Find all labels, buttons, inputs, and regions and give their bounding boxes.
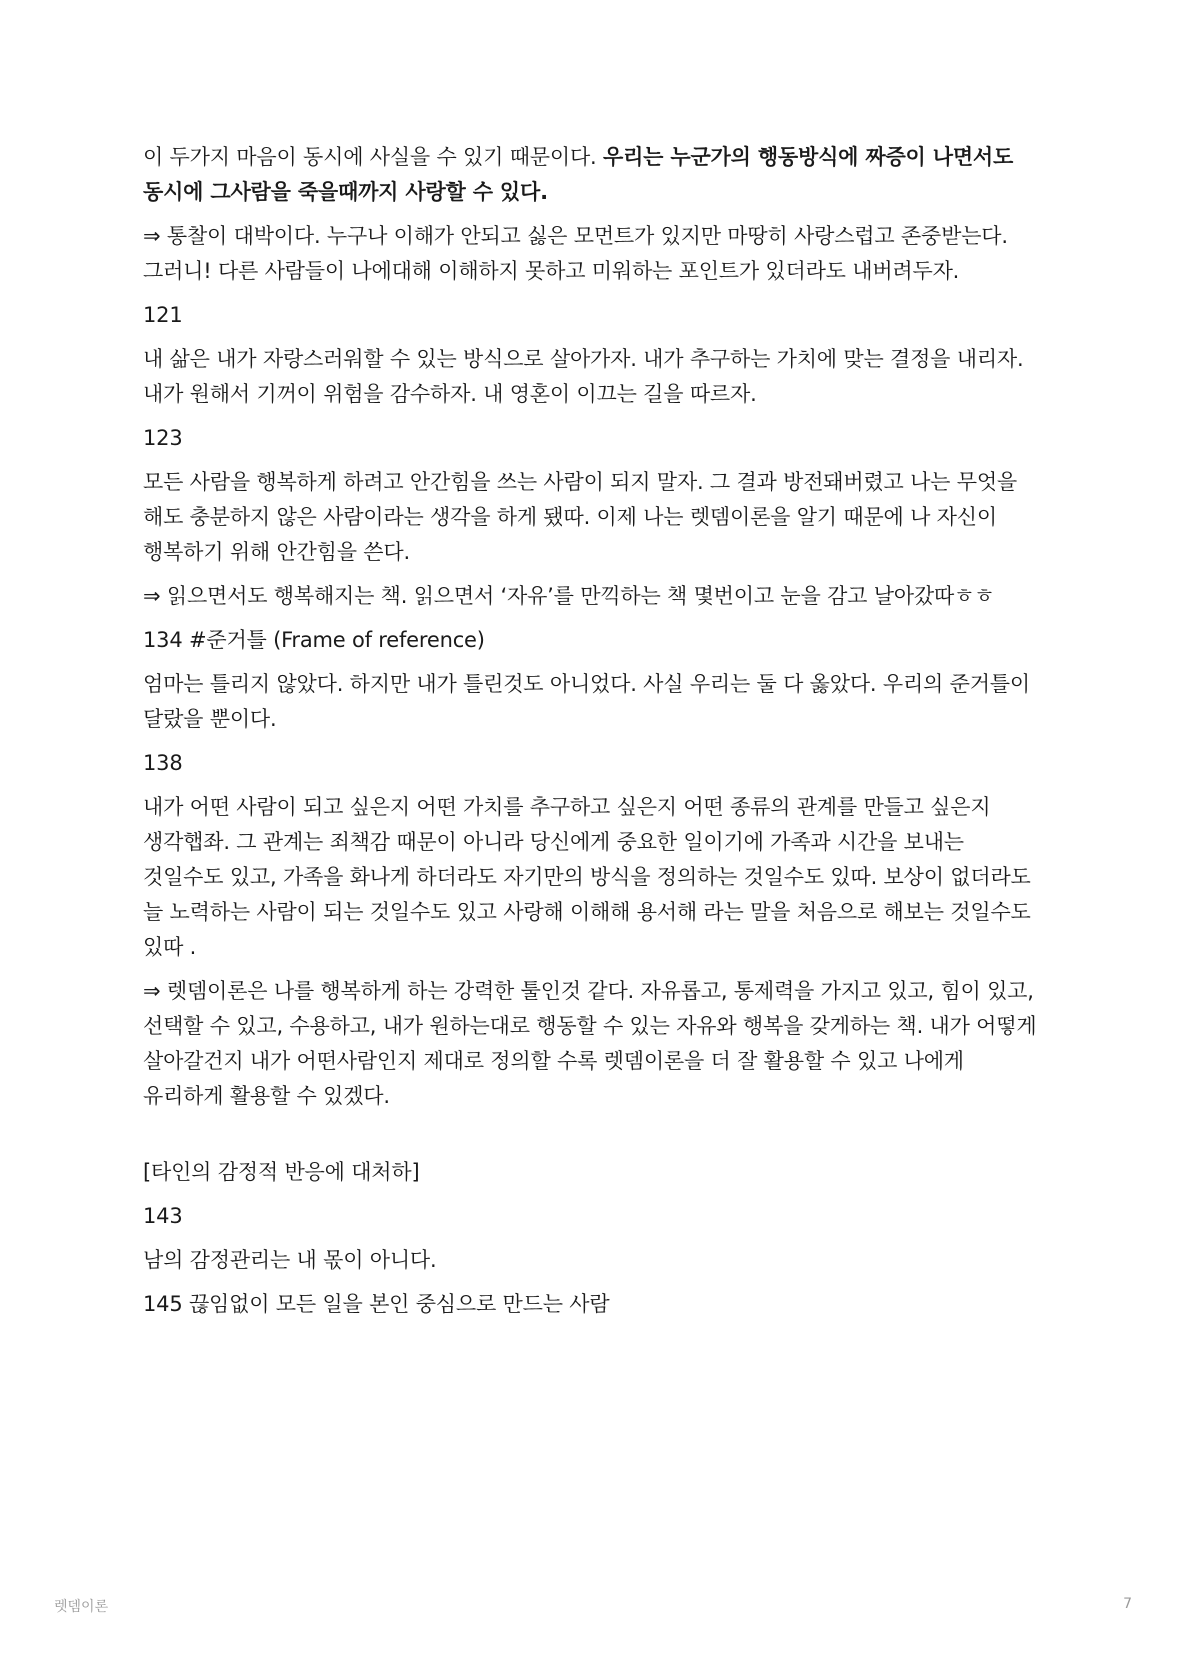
section-heading: [타인의 감정적 반응에 대처하] bbox=[143, 1160, 420, 1184]
page-reference-138: 138 bbox=[143, 751, 183, 775]
paragraph-123: 모든 사람을 행복하게 하려고 안간힘을 쓰는 사람이 되지 말자. 그 결과 방전돼버렸고 나는 무엇을 해도 충분하지 않은 사람이라는 생각을 하게 됐따. 이제 나는 렛뎀이론을 알기 때문에 나 자신이 행복하기 위해 안간힘을 쓴다. bbox=[143, 470, 1018, 564]
document-body bbox=[143, 140, 1048, 1331]
paragraph-134: 엄마는 틀리지 않았다. 하지만 내가 틀린것도 아니었다. 사실 우리는 둘 다 옳았다. 우리의 준거틀이 달랐을 뿐이다. bbox=[143, 672, 1030, 731]
paragraph-quote bbox=[143, 140, 1048, 210]
page-reference-134: 134 #준거틀 (Frame of reference) bbox=[143, 628, 485, 652]
section-spacer bbox=[143, 1123, 1048, 1155]
quote-bold-text: 우리는 누군가의 행동방식에 짜증이 나면서도 동시에 그사람을 죽을때까지 사랑할 수 있다. bbox=[143, 145, 1014, 204]
page-reference-143: 143 bbox=[143, 1204, 183, 1228]
paragraph-reflection-3: ⇒ 렛뎀이론은 나를 행복하게 하는 강력한 툴인것 같다. 자유롭고, 통제력을 가지고 있고, 힘이 있고, 선택할 수 있고, 수용하고, 내가 원하는대로 행동할 수 있는 자유와 행복을 갖게하는 책. 내가 어떻게 살아갈건지 내가 어떤사람인지 제대로 정의할 수록 렛뎀이론을 더 잘 활용할 수 있고 나에게 유리하게 활용할 수 있겠다. bbox=[143, 979, 1037, 1108]
page-number: 7 bbox=[1123, 1596, 1132, 1612]
paragraph-138: 내가 어떤 사람이 되고 싶은지 어떤 가치를 추구하고 싶은지 어떤 종류의 관계를 만들고 싶은지 생각햅좌. 그 관계는 죄책감 때문이 아니라 당신에게 중요한 일이기에 가족과 시간을 보내는 것일수도 있고, 가족을 화나게 하더라도 자기만의 방식을 정의하는 것일수도 있따. 보상이 없더라도 늘 노력하는 사람이 되는 것일수도 있고 사랑해 이해해 용서해 라는 말을 처음으로 해보는 것일수도 있따 . bbox=[143, 795, 1031, 959]
paragraph-145: 145 끊임없이 모든 일을 본인 중심으로 만드는 사람 bbox=[143, 1292, 610, 1316]
paragraph-121: 내 삶은 내가 자랑스러워할 수 있는 방식으로 살아가자. 내가 추구하는 가치에 맞는 결정을 내리자. 내가 원해서 기꺼이 위험을 감수하자. 내 영혼이 이끄는 길을 따르자. bbox=[143, 347, 1024, 406]
paragraph-143: 남의 감정관리는 내 몫이 아니다. bbox=[143, 1248, 437, 1272]
quote-normal-text: 이 두가지 마음이 동시에 사실을 수 있기 때문이다. bbox=[143, 145, 603, 169]
page-reference-123: 123 bbox=[143, 426, 183, 450]
footer-title: 렛뎀이론 bbox=[54, 1599, 109, 1615]
paragraph-reflection-1: ⇒ 통찰이 대박이다. 누구나 이해가 안되고 싫은 모먼트가 있지만 마땅히 사랑스럽고 존중받는다. 그러니! 다른 사람들이 나에대해 이해하지 못하고 미워하는 포인트가 있더라도 내버려두자. bbox=[143, 224, 1008, 283]
paragraph-reflection-2: ⇒ 읽으면서도 행복해지는 책. 읽으면서 ‘자유’를 만끽하는 책 몇번이고 눈을 감고 날아갔따ㅎㅎ bbox=[143, 584, 995, 608]
page-reference-121: 121 bbox=[143, 303, 183, 327]
